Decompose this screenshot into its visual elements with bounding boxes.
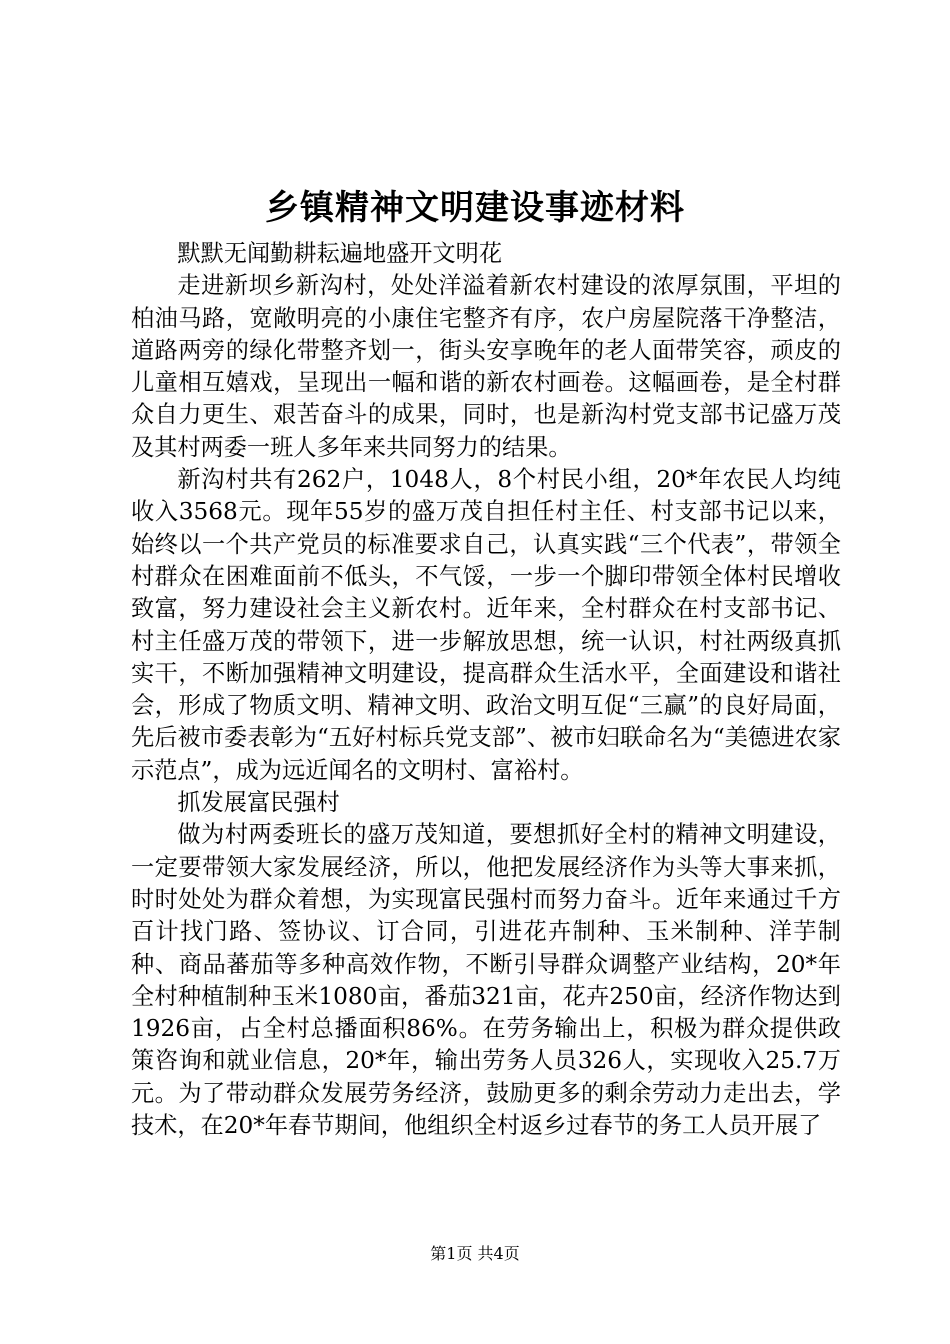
document-body	[131, 238, 841, 1142]
section-heading: 抓发展富民强村	[177, 789, 340, 817]
paragraph: 走进新坝乡新沟村，处处洋溢着新农村建设的浓厚氛围，平坦的柏油马路，宽敞明亮的小康住宅整齐有序，农户房屋院落干净整洁，道路两旁的绿化带整齐划一，街头安享晚年的老人面带笑容，顽皮的儿童相互嬉戏，呈现出一幅和谐的新农村画卷。这幅画卷，是全村群众自力更生、艰苦奋斗的成果，同时，也是新沟村党支部书记盛万茂及其村两委一班人多年来共同努力的结果。	[131, 272, 841, 461]
page-footer: 第1页 共4页	[430, 1244, 520, 1263]
paragraph: 做为村两委班长的盛万茂知道，要想抓好全村的精神文明建设，一定要带领大家发展经济，所以，他把发展经济作为头等大事来抓，时时处处为群众着想，为实现富民强村而努力奋斗。近年来通过千方百计找门路、签协议、订合同，引进花卉制种、玉米制种、洋芋制种、商品蕃茄等多种高效作物，不断引导群众调整产业结构，20*年全村种植制种玉米1080亩，番茄321亩，花卉250亩，经济作物达到1926亩，占全村总播面积86%。在劳务输出上，积极为群众提供政策咨询和就业信息，20*年，输出劳务人员326人，实现收入25.7万元。为了带动群众发展劳务经济，鼓励更多的剩余劳动力走出去，学技术，在20*年春节期间，他组织全村返乡过春节的务工人员开展了	[131, 821, 841, 1140]
section-heading: 默默无闻勤耕耘遍地盛开文明花	[177, 240, 503, 267]
document-title: 乡镇精神文明建设事迹材料	[265, 188, 685, 228]
paragraph: 新沟村共有262户，1048人，8个村民小组，20*年农民人均纯收入3568元。现年55岁的盛万茂自担任村主任、村支部书记以来，始终以一个共产党员的标准要求自己，认真实践“三个代表”，带领全村群众在困难面前不低头，不气馁，一步一个脚印带领全体村民增收致富，努力建设社会主义新农村。近年来，全村群众在村支部书记、村主任盛万茂的带领下，进一步解放思想，统一认识，村社两级真抓实干，不断加强精神文明建设，提高群众生活水平，全面建设和谐社会，形成了物质文明、精神文明、政治文明互促“三赢”的良好局面，先后被市委表彰为“五好村标兵党支部”、被市妇联命名为“美德进农家示范点”，成为远近闻名的文明村、富裕村。	[131, 466, 841, 784]
